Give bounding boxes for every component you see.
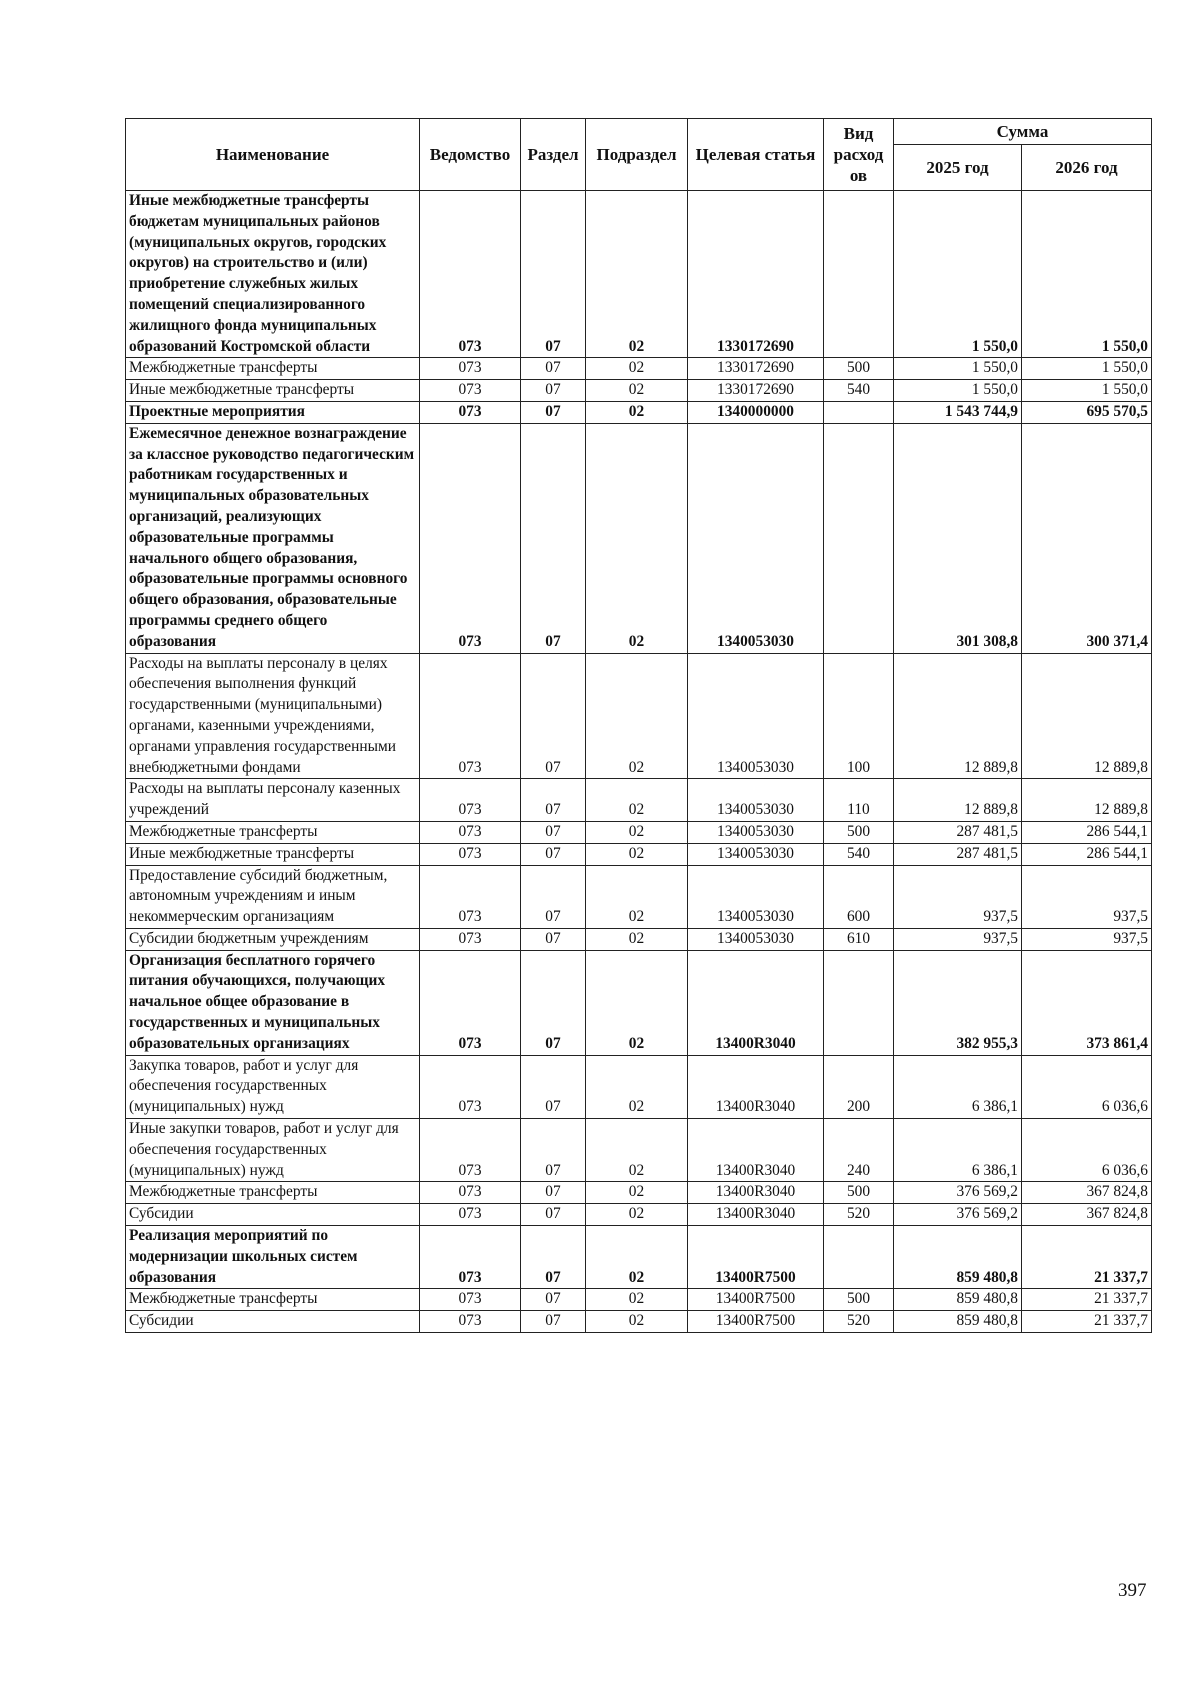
cell-target: 1340053030 bbox=[688, 865, 824, 928]
budget-table bbox=[125, 118, 1152, 1333]
cell-podrazdel: 02 bbox=[586, 779, 688, 822]
table-row bbox=[126, 779, 1152, 822]
table-row bbox=[126, 865, 1152, 928]
table-row bbox=[126, 1204, 1152, 1226]
cell-razdel: 07 bbox=[521, 423, 586, 653]
cell-2025: 287 481,5 bbox=[894, 821, 1022, 843]
cell-razdel: 07 bbox=[521, 928, 586, 950]
table-row bbox=[126, 950, 1152, 1055]
cell-2025: 287 481,5 bbox=[894, 843, 1022, 865]
cell-2025: 1 543 744,9 bbox=[894, 401, 1022, 423]
cell-2025: 937,5 bbox=[894, 928, 1022, 950]
cell-name: Реализация мероприятий по модернизации школьных систем образования bbox=[126, 1226, 420, 1289]
cell-name: Межбюджетные трансферты bbox=[126, 358, 420, 380]
cell-target: 1340053030 bbox=[688, 928, 824, 950]
cell-razdel: 07 bbox=[521, 1289, 586, 1311]
cell-kind: 520 bbox=[824, 1204, 894, 1226]
cell-target: 1340053030 bbox=[688, 423, 824, 653]
cell-vedomstvo: 073 bbox=[420, 653, 521, 779]
cell-2025: 859 480,8 bbox=[894, 1289, 1022, 1311]
cell-razdel: 07 bbox=[521, 358, 586, 380]
cell-2026: 300 371,4 bbox=[1022, 423, 1152, 653]
cell-podrazdel: 02 bbox=[586, 423, 688, 653]
cell-podrazdel: 02 bbox=[586, 821, 688, 843]
table-row bbox=[126, 1289, 1152, 1311]
cell-target: 1340053030 bbox=[688, 779, 824, 822]
cell-vedomstvo: 073 bbox=[420, 843, 521, 865]
table-row bbox=[126, 1182, 1152, 1204]
cell-vedomstvo: 073 bbox=[420, 1311, 521, 1333]
cell-vedomstvo: 073 bbox=[420, 191, 521, 358]
cell-podrazdel: 02 bbox=[586, 358, 688, 380]
table-body bbox=[126, 191, 1152, 1333]
cell-kind: 200 bbox=[824, 1055, 894, 1118]
cell-razdel: 07 bbox=[521, 779, 586, 822]
cell-2025: 1 550,0 bbox=[894, 358, 1022, 380]
cell-kind bbox=[824, 423, 894, 653]
cell-kind: 500 bbox=[824, 1182, 894, 1204]
cell-razdel: 07 bbox=[521, 1182, 586, 1204]
header-razdel: Раздел bbox=[521, 119, 586, 191]
cell-podrazdel: 02 bbox=[586, 1226, 688, 1289]
cell-kind: 540 bbox=[824, 380, 894, 402]
cell-target: 13400R3040 bbox=[688, 950, 824, 1055]
cell-kind: 100 bbox=[824, 653, 894, 779]
cell-podrazdel: 02 bbox=[586, 1311, 688, 1333]
cell-name: Расходы на выплаты персоналу казенных учреждений bbox=[126, 779, 420, 822]
cell-2026: 695 570,5 bbox=[1022, 401, 1152, 423]
cell-vedomstvo: 073 bbox=[420, 1055, 521, 1118]
table-row bbox=[126, 821, 1152, 843]
cell-razdel: 07 bbox=[521, 865, 586, 928]
cell-razdel: 07 bbox=[521, 1119, 586, 1182]
cell-vedomstvo: 073 bbox=[420, 401, 521, 423]
cell-2025: 376 569,2 bbox=[894, 1204, 1022, 1226]
header-target: Целевая статья bbox=[688, 119, 824, 191]
cell-kind: 540 bbox=[824, 843, 894, 865]
cell-2026: 367 824,8 bbox=[1022, 1204, 1152, 1226]
table-row bbox=[126, 928, 1152, 950]
cell-razdel: 07 bbox=[521, 1226, 586, 1289]
cell-razdel: 07 bbox=[521, 401, 586, 423]
table-row bbox=[126, 1226, 1152, 1289]
cell-kind: 240 bbox=[824, 1119, 894, 1182]
cell-kind bbox=[824, 1226, 894, 1289]
cell-kind: 520 bbox=[824, 1311, 894, 1333]
cell-vedomstvo: 073 bbox=[420, 928, 521, 950]
cell-vedomstvo: 073 bbox=[420, 380, 521, 402]
cell-name: Ежемесячное денежное вознаграждение за классное руководство педагогическим работникам государственных и муниципальных образовательных организаций, реализующих образовательные программы начального общего образования, образовательные программы основного общего образования, образовательные программы среднего общего образования bbox=[126, 423, 420, 653]
cell-vedomstvo: 073 bbox=[420, 1204, 521, 1226]
cell-target: 13400R3040 bbox=[688, 1119, 824, 1182]
cell-target: 1340053030 bbox=[688, 821, 824, 843]
cell-vedomstvo: 073 bbox=[420, 950, 521, 1055]
cell-target: 1330172690 bbox=[688, 191, 824, 358]
cell-name: Иные межбюджетные трансферты bbox=[126, 380, 420, 402]
cell-podrazdel: 02 bbox=[586, 380, 688, 402]
cell-vedomstvo: 073 bbox=[420, 423, 521, 653]
cell-vedomstvo: 073 bbox=[420, 1119, 521, 1182]
cell-2026: 1 550,0 bbox=[1022, 358, 1152, 380]
cell-podrazdel: 02 bbox=[586, 191, 688, 358]
cell-2026: 21 337,7 bbox=[1022, 1311, 1152, 1333]
cell-podrazdel: 02 bbox=[586, 653, 688, 779]
cell-2026: 12 889,8 bbox=[1022, 779, 1152, 822]
cell-kind: 500 bbox=[824, 1289, 894, 1311]
cell-name: Межбюджетные трансферты bbox=[126, 1289, 420, 1311]
cell-target: 13400R3040 bbox=[688, 1055, 824, 1118]
cell-razdel: 07 bbox=[521, 843, 586, 865]
cell-name: Межбюджетные трансферты bbox=[126, 821, 420, 843]
cell-2025: 376 569,2 bbox=[894, 1182, 1022, 1204]
cell-2025: 12 889,8 bbox=[894, 779, 1022, 822]
table-row bbox=[126, 423, 1152, 653]
cell-razdel: 07 bbox=[521, 1204, 586, 1226]
cell-podrazdel: 02 bbox=[586, 1204, 688, 1226]
table-row bbox=[126, 380, 1152, 402]
cell-name: Субсидии bbox=[126, 1204, 420, 1226]
cell-kind: 600 bbox=[824, 865, 894, 928]
cell-vedomstvo: 073 bbox=[420, 1289, 521, 1311]
cell-name: Закупка товаров, работ и услуг для обеспечения государственных (муниципальных) нужд bbox=[126, 1055, 420, 1118]
cell-podrazdel: 02 bbox=[586, 928, 688, 950]
cell-2026: 21 337,7 bbox=[1022, 1226, 1152, 1289]
cell-2026: 367 824,8 bbox=[1022, 1182, 1152, 1204]
table-row bbox=[126, 653, 1152, 779]
cell-target: 13400R3040 bbox=[688, 1182, 824, 1204]
cell-razdel: 07 bbox=[521, 653, 586, 779]
header-name: Наименование bbox=[126, 119, 420, 191]
cell-target: 13400R7500 bbox=[688, 1226, 824, 1289]
cell-2025: 12 889,8 bbox=[894, 653, 1022, 779]
cell-razdel: 07 bbox=[521, 380, 586, 402]
header-2026: 2026 год bbox=[1022, 145, 1152, 191]
cell-kind bbox=[824, 191, 894, 358]
cell-2026: 1 550,0 bbox=[1022, 380, 1152, 402]
cell-2026: 286 544,1 bbox=[1022, 843, 1152, 865]
cell-podrazdel: 02 bbox=[586, 1182, 688, 1204]
cell-kind bbox=[824, 950, 894, 1055]
cell-2025: 859 480,8 bbox=[894, 1226, 1022, 1289]
cell-podrazdel: 02 bbox=[586, 865, 688, 928]
cell-razdel: 07 bbox=[521, 950, 586, 1055]
cell-podrazdel: 02 bbox=[586, 1289, 688, 1311]
cell-vedomstvo: 073 bbox=[420, 779, 521, 822]
cell-vedomstvo: 073 bbox=[420, 821, 521, 843]
cell-target: 1340000000 bbox=[688, 401, 824, 423]
cell-2026: 12 889,8 bbox=[1022, 653, 1152, 779]
cell-2026: 1 550,0 bbox=[1022, 191, 1152, 358]
header-kind: Вид расход ов bbox=[824, 119, 894, 191]
cell-target: 1340053030 bbox=[688, 653, 824, 779]
cell-2026: 937,5 bbox=[1022, 928, 1152, 950]
cell-podrazdel: 02 bbox=[586, 1119, 688, 1182]
cell-target: 1330172690 bbox=[688, 380, 824, 402]
cell-2026: 6 036,6 bbox=[1022, 1119, 1152, 1182]
cell-2025: 937,5 bbox=[894, 865, 1022, 928]
table-row bbox=[126, 1311, 1152, 1333]
cell-vedomstvo: 073 bbox=[420, 865, 521, 928]
table-row bbox=[126, 358, 1152, 380]
cell-name: Проектные мероприятия bbox=[126, 401, 420, 423]
cell-target: 1340053030 bbox=[688, 843, 824, 865]
cell-target: 13400R7500 bbox=[688, 1289, 824, 1311]
cell-razdel: 07 bbox=[521, 1311, 586, 1333]
table-row bbox=[126, 191, 1152, 358]
cell-2025: 382 955,3 bbox=[894, 950, 1022, 1055]
cell-podrazdel: 02 bbox=[586, 401, 688, 423]
cell-2026: 6 036,6 bbox=[1022, 1055, 1152, 1118]
cell-kind bbox=[824, 401, 894, 423]
header-vedomstvo: Ведомство bbox=[420, 119, 521, 191]
header-2025: 2025 год bbox=[894, 145, 1022, 191]
cell-podrazdel: 02 bbox=[586, 950, 688, 1055]
table-row bbox=[126, 1055, 1152, 1118]
cell-name: Предоставление субсидий бюджетным, автономным учреждениям и иным некоммерческим организациям bbox=[126, 865, 420, 928]
cell-2026: 21 337,7 bbox=[1022, 1289, 1152, 1311]
cell-2025: 1 550,0 bbox=[894, 191, 1022, 358]
page-number: 397 bbox=[1118, 1580, 1147, 1601]
cell-kind: 500 bbox=[824, 358, 894, 380]
cell-name: Расходы на выплаты персоналу в целях обеспечения выполнения функций государственными (муниципальными) органами, казенными учреждениями, органами управления государственными внебюджетными фондами bbox=[126, 653, 420, 779]
table-row bbox=[126, 843, 1152, 865]
cell-2025: 301 308,8 bbox=[894, 423, 1022, 653]
cell-kind: 500 bbox=[824, 821, 894, 843]
cell-name: Организация бесплатного горячего питания обучающихся, получающих начальное общее образование в государственных и муниципальных образовательных организациях bbox=[126, 950, 420, 1055]
cell-kind: 610 bbox=[824, 928, 894, 950]
cell-target: 13400R7500 bbox=[688, 1311, 824, 1333]
cell-2025: 6 386,1 bbox=[894, 1119, 1022, 1182]
cell-vedomstvo: 073 bbox=[420, 1182, 521, 1204]
cell-vedomstvo: 073 bbox=[420, 1226, 521, 1289]
cell-name: Субсидии бюджетным учреждениям bbox=[126, 928, 420, 950]
cell-name: Субсидии bbox=[126, 1311, 420, 1333]
header-podrazdel: Подраздел bbox=[586, 119, 688, 191]
cell-2025: 1 550,0 bbox=[894, 380, 1022, 402]
cell-name: Межбюджетные трансферты bbox=[126, 1182, 420, 1204]
cell-kind: 110 bbox=[824, 779, 894, 822]
cell-podrazdel: 02 bbox=[586, 1055, 688, 1118]
cell-podrazdel: 02 bbox=[586, 843, 688, 865]
cell-razdel: 07 bbox=[521, 821, 586, 843]
cell-vedomstvo: 073 bbox=[420, 358, 521, 380]
table-row bbox=[126, 1119, 1152, 1182]
cell-target: 1330172690 bbox=[688, 358, 824, 380]
cell-name: Иные межбюджетные трансферты бюджетам муниципальных районов (муниципальных округов, городских округов) на строительство и (или) приобретение служебных жилых помещений специализированного жилищного фонда муниципальных образований Костромской области bbox=[126, 191, 420, 358]
cell-razdel: 07 bbox=[521, 191, 586, 358]
cell-2026: 373 861,4 bbox=[1022, 950, 1152, 1055]
cell-razdel: 07 bbox=[521, 1055, 586, 1118]
header-sum: Сумма bbox=[894, 119, 1152, 145]
cell-name: Иные закупки товаров, работ и услуг для обеспечения государственных (муниципальных) нужд bbox=[126, 1119, 420, 1182]
table-row bbox=[126, 401, 1152, 423]
cell-2026: 286 544,1 bbox=[1022, 821, 1152, 843]
cell-target: 13400R3040 bbox=[688, 1204, 824, 1226]
cell-2025: 859 480,8 bbox=[894, 1311, 1022, 1333]
cell-name: Иные межбюджетные трансферты bbox=[126, 843, 420, 865]
cell-2026: 937,5 bbox=[1022, 865, 1152, 928]
cell-2025: 6 386,1 bbox=[894, 1055, 1022, 1118]
